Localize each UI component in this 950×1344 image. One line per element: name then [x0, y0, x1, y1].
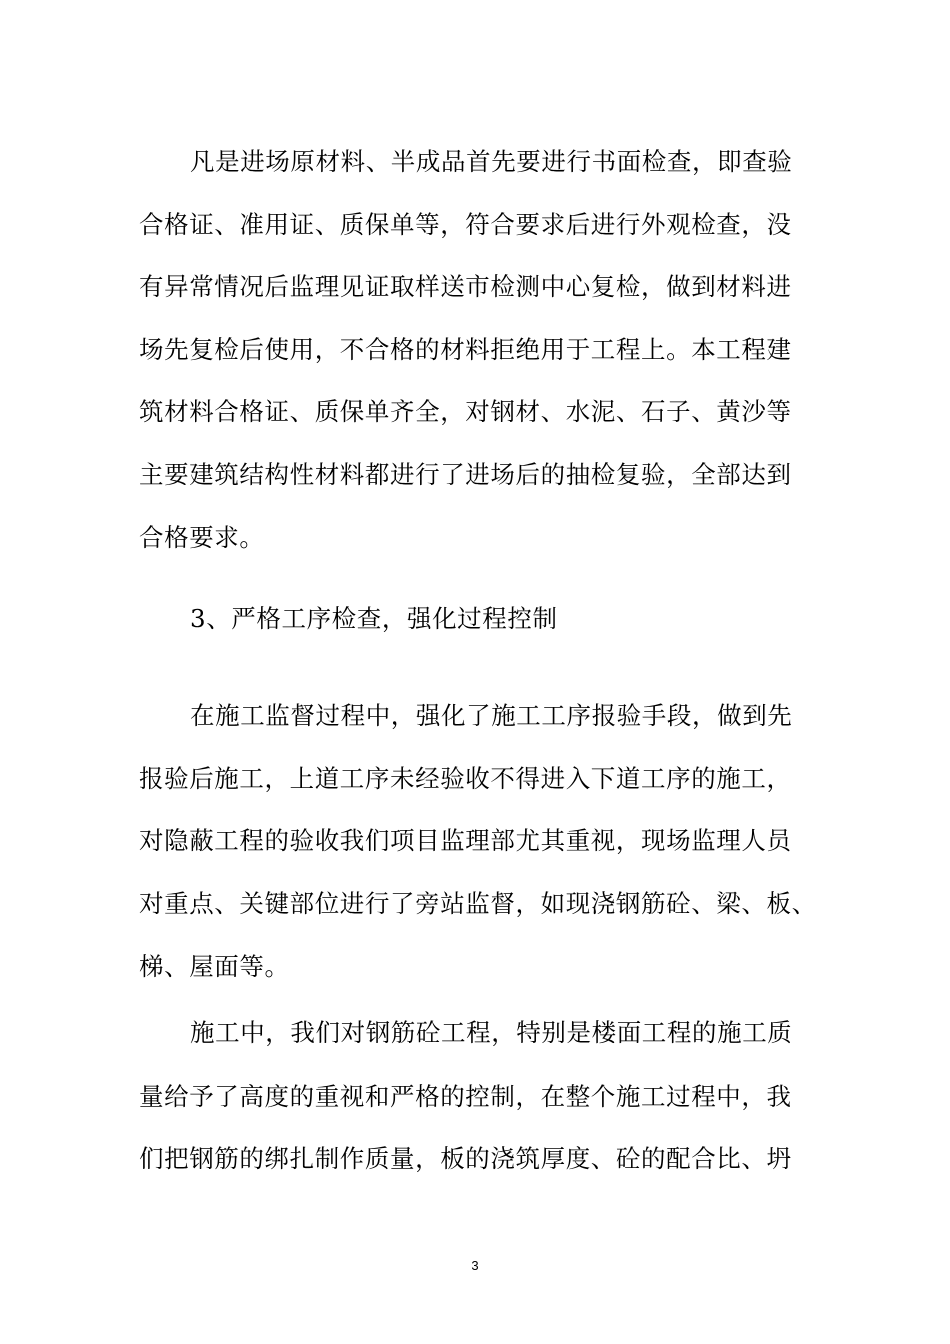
- paragraph-1-line-4: 场先复检后使用，不合格的材料拒绝用于工程上。本工程建: [139, 335, 792, 364]
- paragraph-1-line-5: 筑材料合格证、质保单齐全，对钢材、水泥、石子、黄沙等: [139, 397, 792, 426]
- paragraph-2-line-2: 报验后施工，上道工序未经验收不得进入下道工序的施工，: [139, 764, 792, 793]
- paragraph-2-line-5: 梯、屋面等。: [139, 952, 290, 981]
- paragraph-1-line-1: 凡是进场原材料、半成品首先要进行书面检查，即查验: [190, 147, 793, 176]
- page-number: 3: [471, 1258, 479, 1273]
- paragraph-2-line-4: 对重点、关键部位进行了旁站监督，如现浇钢筋砼、梁、板、: [139, 889, 817, 918]
- paragraph-2-line-3: 对隐蔽工程的验收我们项目监理部尤其重视，现场监理人员: [139, 826, 792, 855]
- paragraph-1-line-3: 有异常情况后监理见证取样送市检测中心复检，做到材料进: [139, 272, 792, 301]
- paragraph-3-line-3: 们把钢筋的绑扎制作质量，板的浇筑厚度、砼的配合比、坍: [139, 1144, 792, 1173]
- section-heading: 3、严格工序检查，强化过程控制: [190, 604, 558, 633]
- paragraph-3-line-1: 施工中，我们对钢筋砼工程，特别是楼面工程的施工质: [190, 1018, 793, 1047]
- paragraph-3-line-2: 量给予了高度的重视和严格的控制，在整个施工过程中，我: [139, 1082, 792, 1111]
- paragraph-1-line-7: 合格要求。: [139, 523, 265, 552]
- paragraph-1-line-2: 合格证、准用证、质保单等，符合要求后进行外观检查，没: [139, 210, 792, 239]
- paragraph-1-line-6: 主要建筑结构性材料都进行了进场后的抽检复验，全部达到: [139, 460, 792, 489]
- paragraph-2-line-1: 在施工监督过程中，强化了施工工序报验手段，做到先: [190, 701, 793, 730]
